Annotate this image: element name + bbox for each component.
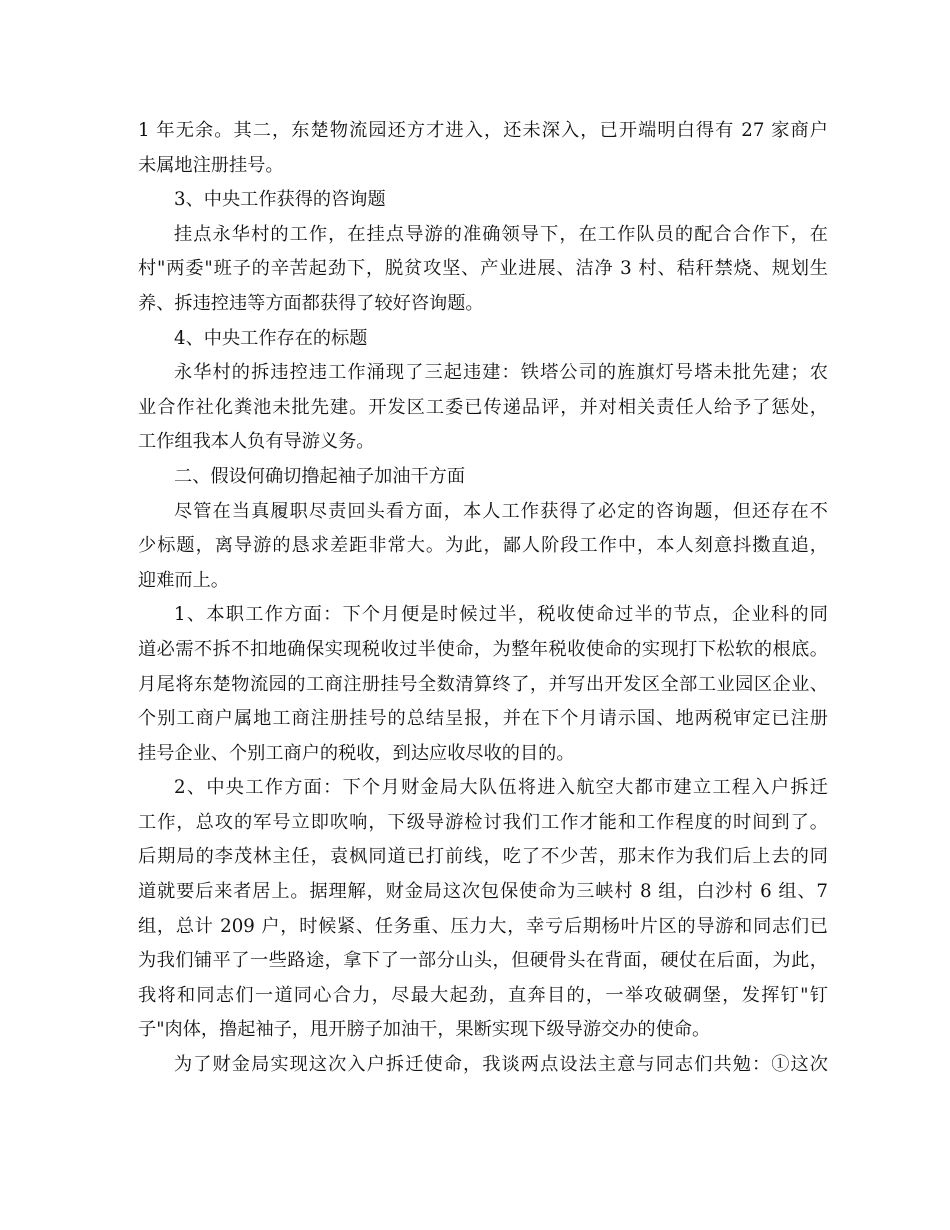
paragraph-line: 2、中央工作方面：下个月财金局大队伍将进入航空大都市建立工程入户拆迁	[174, 777, 828, 799]
paragraph-line: 迎难而上。	[138, 569, 229, 591]
paragraph-line: 为我们铺平了一些路途，拿下了一部分山头，但硬骨头在背面，硬仗在后面，为此，	[138, 950, 828, 972]
paragraph-line: 道必需不拆不扣地确保实现税收过半使命，为整年税收使命的实现打下松软的根底。	[138, 638, 828, 660]
section-heading: 3、中央工作获得的咨询题	[174, 189, 386, 211]
paragraph-line: 后期局的李茂林主任，袁枫同道已打前线，吃了不少苦，那末作为我们后上去的同	[138, 846, 828, 868]
paragraph-line: 村"两委"班子的辛苦起劲下，脱贫攻坚、产业进展、洁净 3 村、秸秆禁烧、规划生	[138, 258, 828, 280]
paragraph-line: 养、拆违控违等方面都获得了较好咨询题。	[138, 292, 484, 314]
paragraph-line: 挂点永华村的工作，在挂点导游的准确领导下，在工作队员的配合合作下，在	[174, 223, 828, 245]
paragraph-line: 个别工商户属地工商注册挂号的总结呈报，并在下个月请示国、地两税审定已注册	[138, 708, 828, 730]
paragraph-line: 组，总计 209 户，时候紧、任务重、压力大，幸亏后期杨叶片区的导游和同志们已	[138, 915, 828, 937]
paragraph-line: 永华村的拆违控违工作涌现了三起违建：铁塔公司的旌旗灯号塔未批先建；农	[174, 362, 828, 384]
paragraph-line: 未属地注册挂号。	[138, 154, 284, 176]
paragraph-line: 工作组我本人负有导游义务。	[138, 431, 375, 453]
paragraph-line: 道就要后来者居上。据理解，财金局这次包保使命为三峡村 8 组，白沙村 6 组、7	[138, 881, 828, 903]
paragraph-line: 尽管在当真履职尽责回头看方面，本人工作获得了必定的咨询题，但还存在不	[174, 500, 828, 522]
paragraph-line: 子"肉体，撸起袖子，甩开膀子加油干，果断实现下级导游交办的使命。	[138, 1019, 711, 1041]
paragraph-line: 业合作社化粪池未批先建。开发区工委已传递品评，并对相关责任人给予了惩处，	[138, 396, 828, 418]
paragraph-line: 为了财金局实现这次入户拆迁使命，我谈两点设法主意与同志们共勉：①这次	[174, 1054, 828, 1076]
paragraph-line: 1 年无余。其二，东楚物流园还方才进入，还未深入，已开端明白得有 27 家商户	[138, 120, 828, 141]
section-heading: 二、假设何确切撸起袖子加油干方面	[174, 465, 466, 487]
paragraph-line: 1、本职工作方面：下个月便是时候过半，税收使命过半的节点，企业科的同	[174, 604, 828, 626]
section-heading: 4、中央工作存在的标题	[174, 327, 368, 349]
paragraph-line: 我将和同志们一道同心合力，尽最大起劲，直奔目的，一举攻破碉堡，发挥钉"钉	[138, 984, 828, 1006]
paragraph-line: 挂号企业、个别工商户的税收，到达应收尽收的目的。	[138, 742, 575, 764]
document-body	[138, 114, 828, 1083]
paragraph-line: 月尾将东楚物流园的工商注册挂号全数清算终了，并写出开发区全部工业园区企业、	[138, 673, 828, 695]
paragraph-line: 工作，总攻的军号立即吹响，下级导游检讨我们工作才能和工作程度的时间到了。	[138, 811, 828, 833]
paragraph-line: 少标题，离导游的恳求差距非常大。为此，鄙人阶段工作中，本人刻意抖擞直追，	[138, 535, 828, 557]
